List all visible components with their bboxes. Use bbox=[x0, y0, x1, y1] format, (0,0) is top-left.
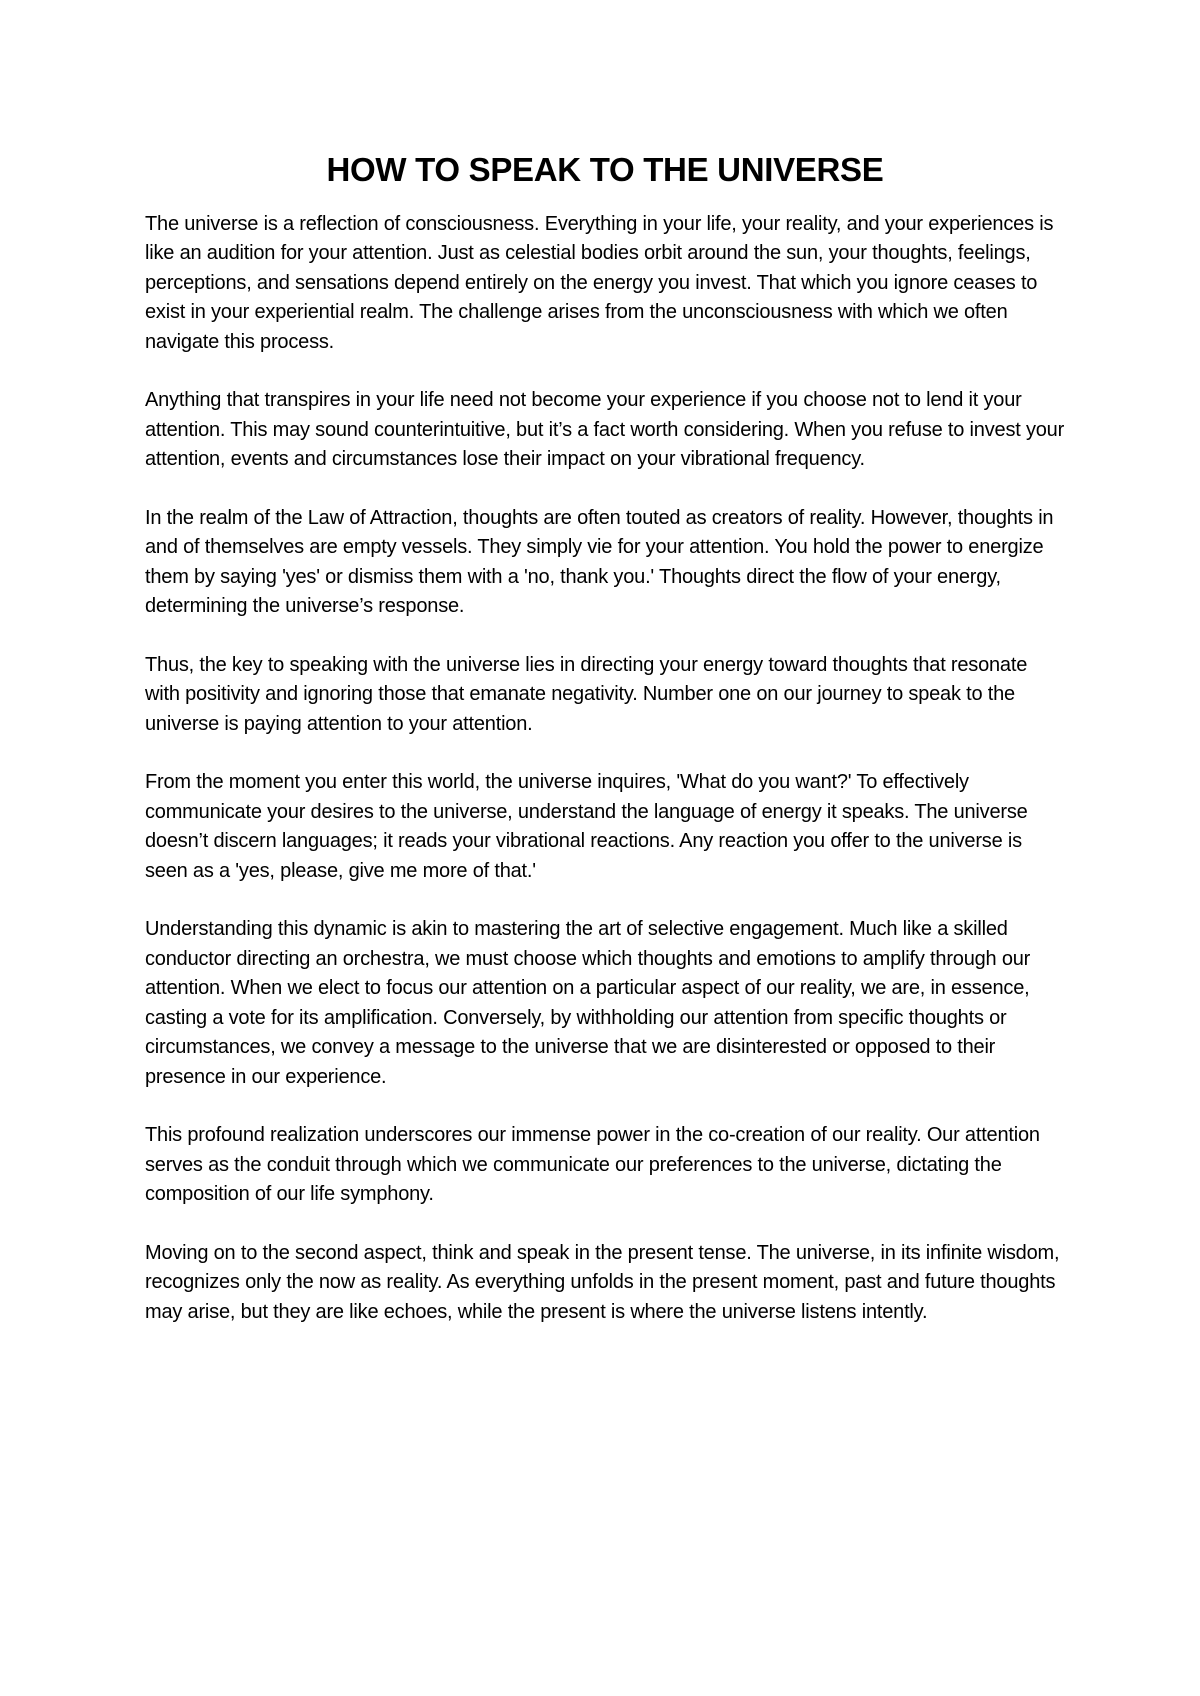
paragraph-8: Moving on to the second aspect, think and speak in the present tense. The universe, in its infinite wisdom, recognizes only the now as reality. As everything unfolds in the present moment, past and future thoughts may arise, but they are like echoes, while the present is where the universe listens intently. bbox=[145, 1241, 1060, 1323]
paragraph-2: Anything that transpires in your life need not become your experience if you choose not to lend it your attention. This may sound counterintuitive, but it’s a fact worth considering. When you refuse to invest your attention, events and circumstances lose their impact on your vibrational frequency. bbox=[145, 389, 1065, 471]
paragraph-1: The universe is a reflection of consciousness. Everything in your life, your reality, and your experiences is like an audition for your attention. Just as celestial bodies orbit around the sun, your thoughts, feelings, perceptions, and sensations depend entirely on the energy you invest. That which you ignore ceases to exist in your experiential realm. The challenge arises from the unconsciousness with which we often navigate this process. bbox=[145, 212, 1054, 353]
paragraph-6: Understanding this dynamic is akin to mastering the art of selective engagement. Much like a skilled conductor directing an orchestra, we must choose which thoughts and emotions to amplify through our attention. When we elect to focus our attention on a particular aspect of our reality, we are, in essence, casting a vote for its amplification. Conversely, by withholding our attention from specific thoughts or circumstances, we convey a message to the universe that we are disinterested or opposed to their presence in our experience. bbox=[145, 918, 1031, 1088]
document-content bbox=[145, 150, 1065, 1356]
document-title: HOW TO SPEAK TO THE UNIVERSE bbox=[326, 151, 884, 188]
paragraph-7: This profound realization underscores our immense power in the co-creation of our reality. Our attention serves as the conduit through which we communicate our preferences to the universe, dictating the composition of our life symphony. bbox=[145, 1124, 1040, 1206]
paragraph-4: Thus, the key to speaking with the universe lies in directing your energy toward thoughts that resonate with positivity and ignoring those that emanate negativity. Number one on our journey to speak to the universe is paying attention to your attention. bbox=[145, 653, 1028, 735]
paragraph-3: In the realm of the Law of Attraction, thoughts are often touted as creators of reality. However, thoughts in and of themselves are empty vessels. They simply vie for your attention. You hold the power to energize them by saying 'yes' or dismiss them with a 'no, thank you.' Thoughts direct the flow of your energy, determining the universe’s response. bbox=[145, 506, 1054, 618]
paragraph-5: From the moment you enter this world, the universe inquires, 'What do you want?' To effectively communicate your desires to the universe, understand the language of energy it speaks. The universe doesn’t discern languages; it reads your vibrational reactions. Any reaction you offer to the universe is seen as a 'yes, please, give me more of that.' bbox=[145, 771, 1028, 882]
